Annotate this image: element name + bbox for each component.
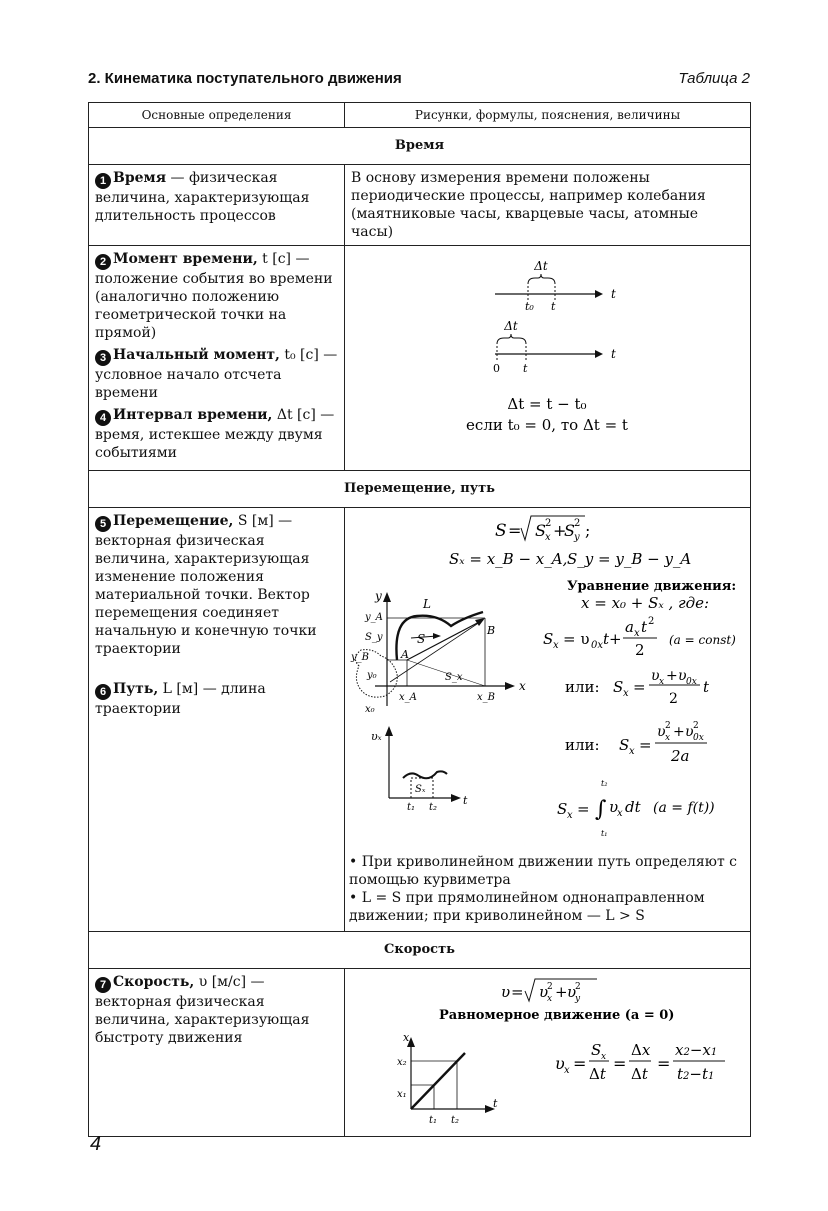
svg-text:y: y: [375, 589, 382, 603]
svg-text:+: +: [555, 983, 568, 1001]
def-text: — физическая величина, характеризующая длительность процессов: [95, 170, 310, 224]
time-axis-figure: [345, 246, 751, 471]
svg-text:или:: или:: [565, 678, 600, 696]
speed-figure: [345, 969, 751, 1137]
svg-text:x: x: [617, 808, 623, 819]
svg-text:S: S: [619, 736, 630, 754]
formula-Sx: Sₓ = x_B − x_A,: [449, 550, 568, 568]
note-curvimeter: • При криволинейном движении путь определяют с помощью курвиметра: [349, 854, 737, 888]
svg-text:S_y: S_y: [365, 632, 383, 643]
displacement-figure: [345, 508, 751, 932]
svg-text:x: x: [659, 677, 665, 687]
svg-text:x: x: [564, 1065, 570, 1076]
defs-displacement: [89, 508, 345, 932]
svg-text:=: =: [613, 1054, 627, 1073]
svg-text:+: +: [666, 668, 678, 684]
svg-text:S: S: [564, 521, 575, 540]
def-text: υ [м/с] — векторная физическая величина, характеризующая быстроту движения: [95, 974, 310, 1046]
svg-text:=: =: [639, 736, 652, 754]
num-badge: 1: [95, 173, 111, 189]
section-speed: Скорость: [89, 932, 751, 969]
num-badge: 5: [95, 516, 111, 532]
svg-text:t₁: t₁: [601, 829, 608, 838]
label-axis-t: t: [611, 287, 616, 301]
svg-text:y₀: y₀: [367, 670, 377, 681]
svg-text:υ: υ: [539, 983, 549, 1001]
def-term: Время: [113, 170, 167, 186]
label-axis-t: t: [611, 347, 616, 361]
svg-text:υ: υ: [609, 798, 619, 816]
svg-text:2: 2: [575, 982, 581, 992]
svg-text:=: =: [511, 983, 524, 1001]
uniform-title: Равномерное движение (a = 0): [439, 1008, 675, 1023]
def-term: Момент времени,: [113, 251, 258, 267]
svg-text:2: 2: [669, 691, 678, 707]
def-displacement: [95, 512, 340, 658]
svg-text:Δt: Δt: [631, 1065, 648, 1083]
svg-text:t: t: [463, 794, 468, 807]
svg-text:A: A: [401, 648, 409, 661]
column-headers: [89, 103, 751, 128]
svg-text:x₂: x₂: [397, 1057, 407, 1068]
svg-text:2: 2: [693, 721, 699, 731]
arrow-icon: [451, 794, 461, 802]
svg-text:t₂: t₂: [601, 779, 608, 788]
col-header-left: Основные определения: [89, 103, 345, 128]
svg-text:υ: υ: [657, 724, 666, 740]
def-term: Интервал времени,: [113, 407, 273, 423]
trajectory-diagram: [350, 589, 526, 715]
def-term: Перемещение,: [113, 513, 234, 529]
svg-text:t₁: t₁: [429, 1115, 438, 1126]
svg-text:2: 2: [547, 982, 553, 992]
def-text: t [c] — положение события во времени (аналогично положению геометрической точки на прямой): [95, 251, 333, 341]
svg-text:(a = const): (a = const): [669, 633, 736, 647]
svg-text:υ: υ: [501, 983, 511, 1001]
svg-text:+: +: [673, 724, 685, 740]
svg-text:+: +: [553, 521, 567, 540]
formula-v: [501, 979, 597, 1004]
note-path-vs-displacement: • L = S при прямолинейном однонаправленном движении; при криволинейном — L > S: [349, 890, 705, 924]
svg-text:S: S: [543, 630, 554, 648]
svg-text:или:: или:: [565, 736, 600, 754]
svg-text:t: t: [603, 630, 610, 648]
defs-moments: [89, 246, 345, 471]
svg-text:S_x: S_x: [445, 672, 463, 683]
svg-text:2: 2: [574, 518, 581, 529]
svg-text:x_A: x_A: [399, 692, 417, 703]
formula-Sy: S_y = y_B − y_A: [567, 550, 692, 568]
svg-text:=: =: [633, 678, 646, 696]
svg-text:0x: 0x: [591, 640, 604, 651]
brace-icon: [497, 334, 526, 344]
label-dt: Δt: [504, 319, 518, 333]
def-moment: [95, 250, 340, 342]
svg-text:t₂: t₂: [451, 1115, 460, 1126]
svg-text:y: y: [574, 532, 580, 543]
def-term: Начальный момент,: [113, 347, 280, 363]
arrow-icon: [595, 350, 603, 358]
svg-text:S: S: [613, 678, 624, 696]
svg-text:x: x: [623, 688, 629, 699]
svg-text:x: x: [665, 733, 671, 743]
svg-text:υ: υ: [685, 724, 694, 740]
page-header: [88, 70, 750, 94]
svg-text:x: x: [545, 532, 551, 543]
svg-text:y_A: y_A: [365, 612, 383, 623]
def-text: L [м] — длина траектории: [95, 681, 266, 717]
num-badge: 3: [95, 350, 111, 366]
svg-text:dt: dt: [625, 798, 641, 816]
svg-text:Sₓ: Sₓ: [415, 784, 426, 795]
svg-text:2: 2: [545, 518, 552, 529]
kinematics-table: [88, 102, 751, 1137]
svg-text:t: t: [641, 618, 648, 636]
svg-text:S: S: [557, 800, 568, 818]
def-time: [89, 165, 345, 246]
row-displacement: [89, 508, 751, 932]
num-badge: 2: [95, 254, 111, 270]
svg-text:x: x: [547, 994, 553, 1004]
svg-text:a: a: [625, 618, 634, 636]
svg-text:=: =: [508, 521, 522, 540]
svg-text:y: y: [575, 994, 581, 1004]
formula-Sx-accel: [543, 616, 736, 659]
num-badge: 4: [95, 410, 111, 426]
row-speed: [89, 969, 751, 1137]
svg-text:υ: υ: [651, 668, 660, 684]
page-number: 4: [90, 1133, 102, 1155]
time-note-text: В основу измерения времени положены периодические процессы, например колебания (маятниковые часы, кварцевые часы, атомные часы): [351, 170, 706, 240]
svg-text:=: =: [577, 800, 590, 818]
label-t0: t₀: [525, 300, 534, 313]
svg-text:υ: υ: [678, 668, 687, 684]
svg-text:2: 2: [648, 616, 655, 627]
arrow-icon: [505, 682, 515, 690]
vx-graph: [371, 726, 468, 813]
label-t: t: [523, 362, 528, 375]
def-term: Скорость,: [113, 974, 195, 990]
svg-text:S: S: [495, 521, 507, 541]
label-t: t: [551, 300, 556, 313]
svg-text:2: 2: [665, 721, 671, 731]
def-speed: [95, 973, 340, 1047]
svg-text:t: t: [703, 678, 710, 696]
svg-text:Δx: Δx: [631, 1041, 651, 1059]
time-note: [345, 165, 751, 246]
formula-if: если t₀ = 0, то Δt = t: [466, 416, 628, 434]
label-zero: 0: [493, 362, 500, 375]
brace-icon: [528, 274, 555, 284]
def-initial-moment: [95, 346, 340, 402]
formula-Sx-avg: [565, 668, 710, 707]
svg-text:x₁: x₁: [397, 1089, 407, 1100]
svg-text:x2−x1: x2−x1: [675, 1041, 718, 1059]
col-header-right: Рисунки, формулы, пояснения, величины: [345, 103, 751, 128]
eq-main: x = x₀ + Sₓ , где:: [581, 594, 710, 612]
svg-text:t: t: [493, 1097, 498, 1110]
displacement-notes: [345, 853, 750, 931]
svg-text:S: S: [591, 1041, 602, 1059]
def-path: [95, 680, 340, 718]
table-label: Таблица 2: [678, 70, 750, 87]
svg-text:S: S: [535, 521, 546, 540]
svg-text:υ: υ: [567, 983, 577, 1001]
arrow-icon: [383, 592, 391, 602]
svg-text:;: ;: [585, 521, 591, 540]
time-axis-diagram: [345, 246, 749, 452]
num-badge: 6: [95, 684, 111, 700]
arrow-icon: [595, 290, 603, 298]
x-t-graph: [397, 1031, 498, 1126]
svg-text:x: x: [634, 628, 640, 639]
svg-text:υ: υ: [555, 1054, 565, 1073]
def-text: S [м] — векторная физическая величина, характеризующая изменение положения материальной точки. Вектор перемещения соединяет начальную и конечную точки траектории: [95, 513, 317, 657]
svg-text:B: B: [487, 624, 496, 637]
svg-text:y_B: y_B: [351, 652, 369, 663]
def-text: t₀ [c] — условное начало отсчета времени: [95, 347, 338, 401]
displacement-diagram: [345, 508, 749, 848]
row-time-moments: [89, 246, 751, 471]
num-badge: 7: [95, 977, 111, 993]
defs-speed: [89, 969, 345, 1137]
formula-vx: [555, 1041, 725, 1083]
svg-text:S: S: [417, 632, 426, 646]
svg-text:2a: 2a: [671, 747, 690, 765]
chapter-title: 2. Кинематика поступательного движения: [88, 70, 402, 87]
arrow-icon: [385, 726, 393, 736]
svg-text:L: L: [423, 597, 431, 611]
formula-Sx-sq: [565, 721, 707, 765]
svg-text:2: 2: [635, 641, 645, 659]
svg-text:x: x: [567, 810, 573, 821]
svg-text:=: =: [657, 1054, 671, 1073]
svg-text:=: =: [573, 1054, 587, 1073]
svg-text:+: +: [609, 630, 622, 648]
svg-text:υₓ: υₓ: [371, 730, 382, 743]
svg-text:x: x: [601, 1052, 607, 1062]
svg-text:(a = f(t)): (a = f(t)): [653, 800, 715, 816]
svg-text:x: x: [403, 1031, 410, 1044]
speed-diagram: [345, 969, 749, 1131]
formula-S: [495, 516, 590, 543]
section-time: Время: [89, 128, 751, 165]
def-text: Δt [c] — время, истекшее между двумя событиями: [95, 407, 335, 461]
svg-text:0x: 0x: [693, 733, 704, 743]
formula-Sx-integral: [557, 779, 715, 838]
svg-text:t2−t1: t2−t1: [677, 1065, 715, 1083]
section-displacement: Перемещение, путь: [89, 471, 751, 508]
svg-text:Δt: Δt: [589, 1065, 606, 1083]
def-term: Путь,: [113, 681, 159, 697]
svg-text:t₂: t₂: [429, 802, 438, 813]
svg-text:t₁: t₁: [407, 802, 416, 813]
svg-text:x_B: x_B: [477, 692, 495, 703]
svg-text:x₀: x₀: [365, 704, 375, 715]
svg-text:∫: ∫: [595, 797, 607, 822]
svg-text:= υ: = υ: [563, 630, 590, 648]
formula-dt: Δt = t − t₀: [507, 395, 587, 413]
svg-text:x: x: [519, 679, 526, 693]
svg-text:x: x: [629, 746, 635, 757]
label-dt: Δt: [534, 259, 548, 273]
def-interval: [95, 406, 340, 462]
row-time: [89, 165, 751, 246]
eq-title: Уравнение движения:: [567, 579, 737, 594]
svg-text:0x: 0x: [686, 677, 697, 687]
svg-text:x: x: [553, 640, 559, 651]
